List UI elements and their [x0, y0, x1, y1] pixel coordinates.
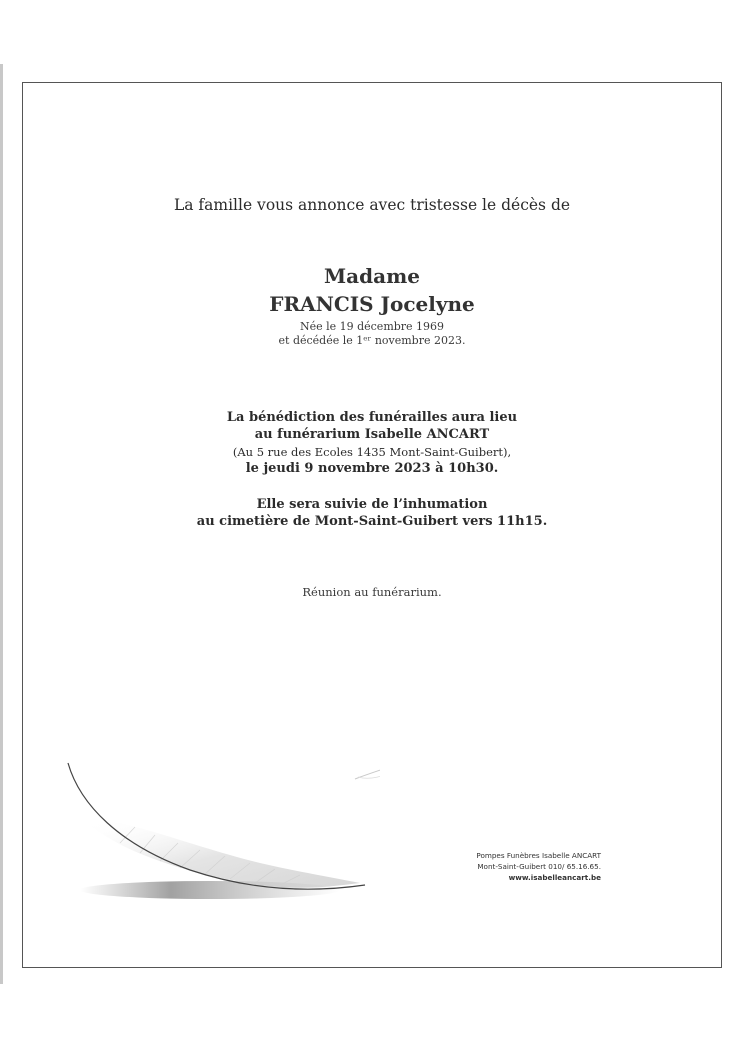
reunion-text: Réunion au funérarium. — [302, 585, 442, 599]
ceremony-line-1: La bénédiction des funérailles aura lieu — [226, 410, 518, 425]
death-date: et décédée le 1ᵉʳ novembre 2023. — [278, 334, 466, 347]
funeral-home-info — [476, 850, 601, 883]
ceremony-address: (Au 5 rue des Ecoles 1435 Mont-Saint-Guibert), — [232, 445, 512, 459]
ceremony-line-2: au funérarium Isabelle ANCART — [254, 427, 490, 442]
funeral-home-website: www.isabelleancart.be — [508, 873, 601, 882]
funeral-home-phone: Mont-Saint-Guibert 010/ 65.16.65. — [477, 862, 601, 871]
deceased-name: FRANCIS Jocelyne — [269, 292, 475, 316]
deceased-title: Madame — [324, 264, 420, 288]
funeral-home-name: Pompes Funèbres Isabelle ANCART — [476, 851, 601, 860]
birth-date: Née le 19 décembre 1969 — [299, 320, 445, 333]
feather-icon — [60, 755, 380, 935]
burial-line-1: Elle sera suivie de l’inhumation — [256, 497, 488, 512]
intro-text: La famille vous annonce avec tristesse le décès de — [173, 196, 571, 214]
ceremony-date: le jeudi 9 novembre 2023 à 10h30. — [245, 461, 499, 476]
burial-line-2: au cimetière de Mont-Saint-Guibert vers 11h15. — [196, 514, 548, 529]
